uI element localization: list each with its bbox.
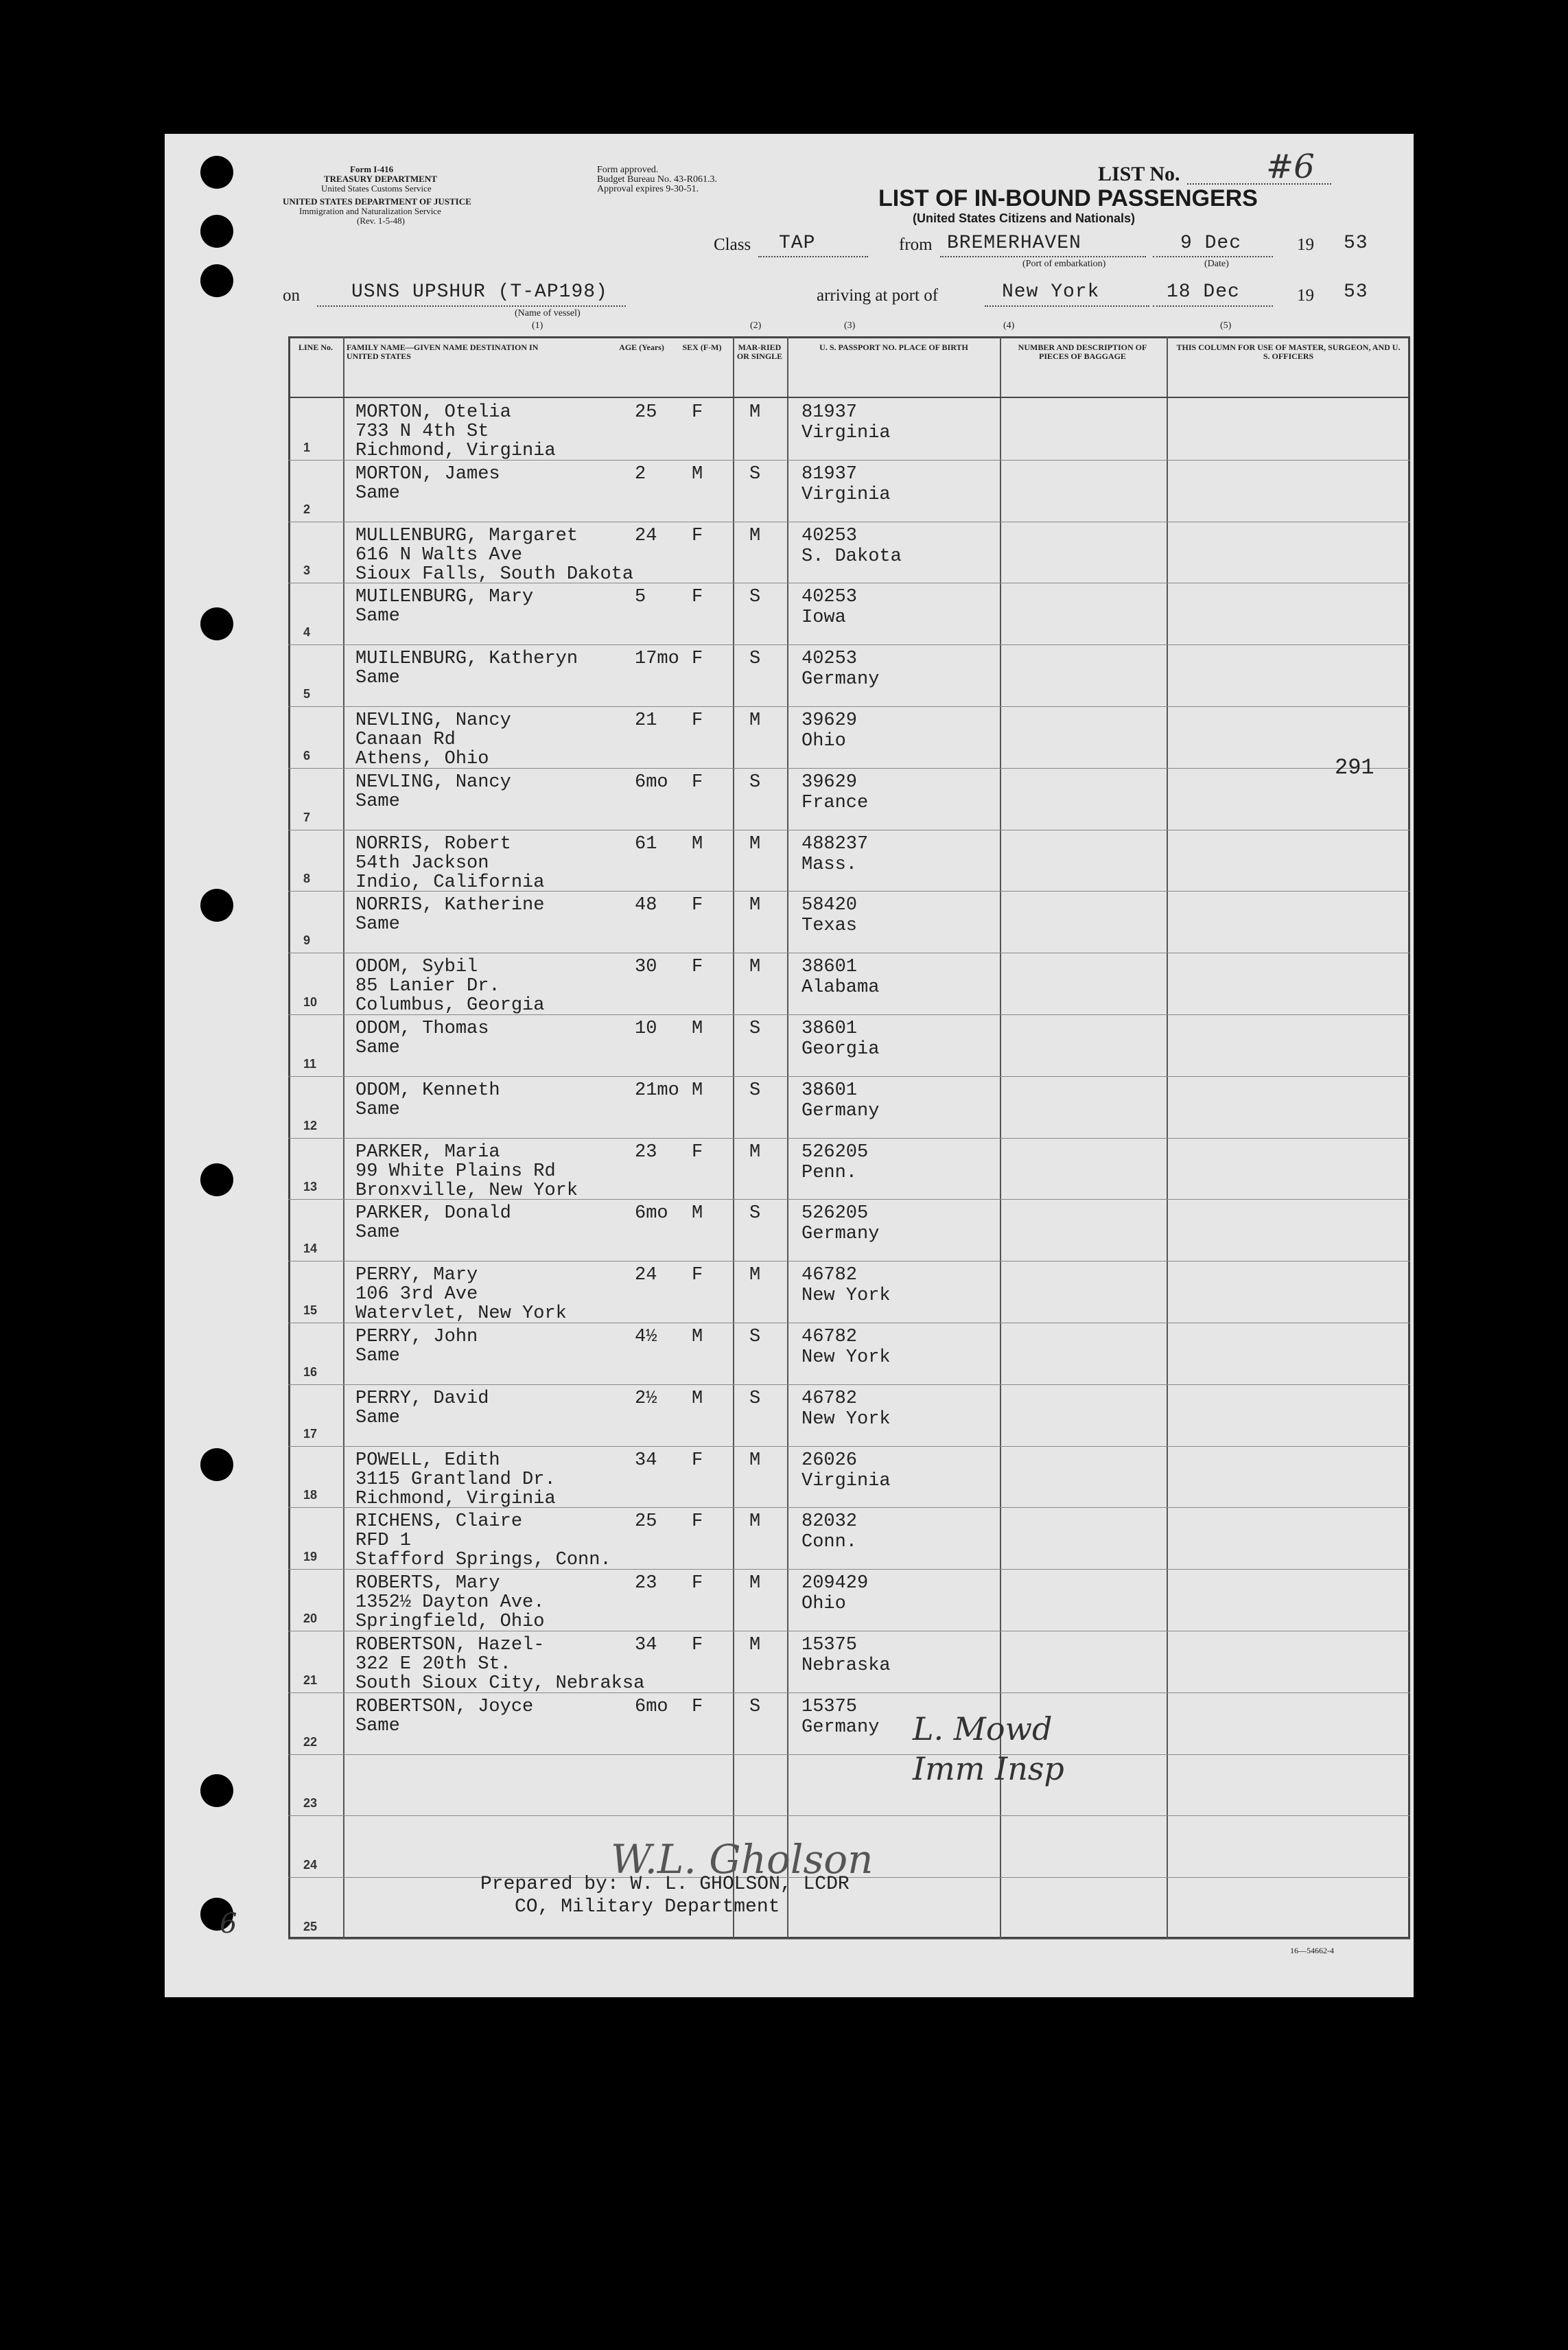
embark-line bbox=[940, 256, 1146, 257]
class-value: TAP bbox=[779, 233, 816, 254]
line-number: 16 bbox=[303, 1364, 318, 1379]
passenger-age: 34 bbox=[635, 1635, 657, 1655]
passport-number: 46782 bbox=[801, 1265, 858, 1286]
passenger-sex: F bbox=[692, 402, 703, 423]
line-number: 3 bbox=[303, 563, 311, 578]
marital-status: M bbox=[749, 402, 761, 423]
passenger-address: Same bbox=[355, 914, 400, 935]
passenger-address: RFD 1 bbox=[355, 1531, 412, 1552]
passenger-age: 6mo bbox=[635, 1696, 668, 1717]
from-label: from bbox=[899, 235, 933, 254]
passenger-name: ROBERTSON, Hazel- bbox=[355, 1635, 545, 1655]
marital-status: S bbox=[749, 1203, 761, 1224]
col-officers: THIS COLUMN FOR USE OF MASTER, SURGEON, AND U. S. OFFICERS bbox=[1176, 342, 1401, 361]
vessel-caption: (Name of vessel) bbox=[515, 308, 581, 318]
line-number: 17 bbox=[303, 1426, 318, 1441]
row-divider bbox=[288, 1446, 1410, 1447]
line-number: 10 bbox=[303, 995, 318, 1009]
marital-status: M bbox=[749, 1450, 761, 1471]
passenger-name: MULLENBURG, Margaret bbox=[355, 525, 578, 546]
passenger-destination: Columbus, Georgia bbox=[355, 995, 545, 1016]
prepared-dept: CO, Military Department bbox=[515, 1896, 780, 1918]
justice-dept: UNITED STATES DEPARTMENT OF JUSTICE bbox=[283, 196, 471, 207]
arrival-year-prefix: 19 bbox=[1297, 286, 1314, 305]
birth-place: Conn. bbox=[801, 1532, 858, 1553]
col-number-1: (1) bbox=[532, 321, 543, 331]
birth-place: Penn. bbox=[801, 1162, 858, 1183]
marital-status: M bbox=[749, 1573, 761, 1594]
manifest-page bbox=[165, 134, 1414, 1997]
passport-number: 40253 bbox=[801, 525, 858, 546]
passenger-name: MORTON, James bbox=[355, 463, 500, 485]
on-label: on bbox=[283, 286, 300, 305]
passenger-sex: F bbox=[692, 895, 703, 916]
departure-year-prefix: 19 bbox=[1297, 235, 1314, 254]
birth-place: Virginia bbox=[801, 423, 891, 443]
passenger-address: Same bbox=[355, 606, 400, 627]
officer-note: 291 bbox=[1335, 755, 1374, 780]
passenger-age: 6mo bbox=[635, 1203, 668, 1224]
passenger-name: NORRIS, Robert bbox=[355, 833, 511, 854]
marital-status: M bbox=[749, 1511, 761, 1533]
line-number: 24 bbox=[303, 1858, 318, 1872]
line-number: 4 bbox=[303, 625, 311, 640]
birth-place: Georgia bbox=[801, 1039, 880, 1060]
passenger-sex: M bbox=[692, 463, 703, 485]
birth-place: Mass. bbox=[801, 854, 858, 875]
passenger-age: 25 bbox=[635, 1511, 657, 1533]
passenger-name: ROBERTSON, Joyce bbox=[355, 1696, 534, 1717]
passenger-destination: Stafford Springs, Conn. bbox=[355, 1550, 611, 1571]
passenger-age: 21 bbox=[635, 710, 657, 731]
passenger-destination: Richmond, Virginia bbox=[355, 441, 556, 461]
line-number: 20 bbox=[303, 1612, 318, 1625]
passenger-name: PARKER, Maria bbox=[355, 1141, 500, 1163]
passenger-age: 61 bbox=[635, 833, 657, 854]
passenger-sex: F bbox=[692, 1265, 703, 1286]
passenger-age: 23 bbox=[635, 1573, 657, 1594]
passport-number: 81937 bbox=[801, 463, 858, 485]
passenger-address: Same bbox=[355, 668, 400, 689]
birth-place: Germany bbox=[801, 1100, 880, 1121]
passenger-address: 54th Jackson bbox=[355, 852, 489, 874]
arrival-year: 53 bbox=[1344, 281, 1368, 303]
marital-status: S bbox=[749, 1388, 761, 1409]
passenger-name: ODOM, Sybil bbox=[355, 957, 478, 978]
row-divider bbox=[288, 1076, 1410, 1077]
passport-number: 526205 bbox=[801, 1203, 869, 1224]
passport-number: 46782 bbox=[801, 1327, 858, 1347]
line-number: 13 bbox=[303, 1180, 318, 1194]
line-number: 23 bbox=[303, 1796, 318, 1811]
passport-number: 38601 bbox=[801, 957, 858, 978]
line-number: 8 bbox=[303, 872, 311, 886]
birth-place: France bbox=[801, 792, 869, 813]
margin-mark: 6 bbox=[220, 1908, 237, 1940]
passenger-age: 2½ bbox=[635, 1388, 657, 1409]
passenger-sex: F bbox=[692, 1635, 703, 1655]
passenger-age: 25 bbox=[635, 402, 657, 423]
passenger-sex: F bbox=[692, 1450, 703, 1471]
punch-hole bbox=[200, 607, 233, 640]
passport-number: 15375 bbox=[801, 1696, 858, 1717]
customs-service: United States Customs Service bbox=[321, 183, 432, 194]
passenger-name: NORRIS, Katherine bbox=[355, 895, 545, 916]
passenger-address: 733 N 4th St bbox=[355, 421, 489, 442]
line-number: 18 bbox=[303, 1488, 318, 1502]
birth-place: New York bbox=[801, 1285, 891, 1307]
marital-status: M bbox=[749, 1265, 761, 1286]
treasury-dept: TREASURY DEPARTMENT bbox=[324, 174, 437, 184]
punch-hole bbox=[200, 1774, 233, 1807]
arrival-port: New York bbox=[1002, 281, 1100, 303]
passenger-destination: Bronxville, New York bbox=[355, 1180, 578, 1201]
marital-status: S bbox=[749, 649, 761, 670]
birth-place: S. Dakota bbox=[801, 546, 902, 567]
list-no-line bbox=[1187, 183, 1331, 185]
punch-hole bbox=[200, 889, 233, 922]
passenger-name: MUILENBURG, Mary bbox=[355, 587, 534, 608]
passenger-destination: Springfield, Ohio bbox=[355, 1612, 545, 1633]
line-number: 14 bbox=[303, 1242, 318, 1256]
passenger-address: Same bbox=[355, 1715, 400, 1736]
passenger-name: MORTON, Otelia bbox=[355, 402, 511, 423]
departure-date-line bbox=[1153, 256, 1273, 257]
birth-place: Texas bbox=[801, 916, 858, 937]
passenger-name: ODOM, Kenneth bbox=[355, 1080, 500, 1101]
passenger-name: NEVLING, Nancy bbox=[355, 710, 511, 731]
punch-hole bbox=[200, 1448, 233, 1481]
col-number-2: (2) bbox=[750, 321, 762, 331]
passenger-sex: F bbox=[692, 525, 703, 546]
line-number: 15 bbox=[303, 1303, 318, 1317]
col-name: FAMILY NAME—GIVEN NAME DESTINATION IN UNITED STATES bbox=[347, 342, 539, 361]
birth-place: Germany bbox=[801, 669, 880, 690]
vessel-line bbox=[317, 305, 626, 307]
vessel-name: USNS UPSHUR (T-AP198) bbox=[351, 281, 608, 303]
line-number: 22 bbox=[303, 1734, 318, 1749]
arrival-date: 18 Dec bbox=[1167, 281, 1240, 303]
passenger-age: 4½ bbox=[635, 1327, 657, 1347]
approval-expires: Approval expires 9-30-51. bbox=[597, 184, 699, 194]
passport-number: 58420 bbox=[801, 895, 858, 916]
passport-number: 82032 bbox=[801, 1511, 858, 1533]
passenger-age: 48 bbox=[635, 895, 657, 916]
birth-place: Virginia bbox=[801, 1470, 891, 1491]
passport-number: 15375 bbox=[801, 1635, 858, 1655]
arrival-date-line bbox=[1153, 305, 1273, 307]
punch-hole bbox=[200, 215, 233, 248]
passenger-name: ODOM, Thomas bbox=[355, 1019, 489, 1039]
col-line-no: LINE No. bbox=[298, 342, 333, 352]
passenger-address: 85 Lanier Dr. bbox=[355, 976, 500, 997]
passenger-age: 5 bbox=[635, 587, 646, 608]
line-number: 11 bbox=[303, 1056, 317, 1071]
birth-place: Virginia bbox=[801, 484, 891, 505]
passenger-address: 99 White Plains Rd bbox=[355, 1161, 556, 1182]
passenger-age: 30 bbox=[635, 957, 657, 978]
col-married: MAR-RIED OR SINGLE bbox=[736, 342, 783, 361]
departure-date: 9 Dec bbox=[1180, 233, 1242, 254]
row-divider bbox=[288, 1815, 1410, 1816]
passenger-destination: Indio, California bbox=[355, 872, 545, 893]
line-number: 9 bbox=[303, 933, 311, 948]
marital-status: M bbox=[749, 1141, 761, 1163]
passenger-name: POWELL, Edith bbox=[355, 1450, 500, 1471]
passenger-sex: F bbox=[692, 957, 703, 978]
passenger-address: 322 E 20th St. bbox=[355, 1654, 511, 1675]
row-divider bbox=[288, 1384, 1410, 1385]
col-number-5: (5) bbox=[1220, 321, 1232, 331]
passenger-sex: M bbox=[692, 833, 703, 854]
passenger-name: RICHENS, Claire bbox=[355, 1511, 523, 1533]
form-approved: Form approved. bbox=[597, 165, 659, 175]
punch-hole bbox=[200, 264, 233, 297]
marital-status: S bbox=[749, 771, 761, 793]
punch-hole bbox=[200, 1163, 233, 1196]
class-line bbox=[758, 256, 868, 257]
passenger-destination: South Sioux City, Nebraksa bbox=[355, 1673, 645, 1694]
passenger-sex: F bbox=[692, 1511, 703, 1533]
passenger-address: Same bbox=[355, 1099, 400, 1120]
marital-status: S bbox=[749, 1327, 761, 1347]
col-sex: SEX (F-M) bbox=[682, 342, 722, 352]
row-divider bbox=[288, 1939, 1410, 1940]
passport-number: 38601 bbox=[801, 1019, 858, 1039]
list-title: LIST OF IN-BOUND PASSENGERS bbox=[878, 185, 1258, 211]
row-divider bbox=[288, 644, 1410, 645]
marital-status: S bbox=[749, 1696, 761, 1717]
line-number: 19 bbox=[303, 1550, 318, 1564]
prepared-by: Prepared by: W. L. GHOLSON, LCDR bbox=[480, 1874, 850, 1895]
passenger-destination: Watervlet, New York bbox=[355, 1303, 567, 1325]
arrival-port-line bbox=[985, 305, 1149, 307]
passenger-address: 1352½ Dayton Ave. bbox=[355, 1592, 545, 1614]
row-divider bbox=[288, 1754, 1410, 1755]
passport-number: 488237 bbox=[801, 833, 869, 854]
line-number: 25 bbox=[303, 1920, 318, 1933]
passenger-age: 2 bbox=[635, 463, 646, 485]
gholson-signature: W.L. Gholson bbox=[611, 1836, 874, 1883]
marital-status: M bbox=[749, 833, 761, 854]
birth-place: Ohio bbox=[801, 1594, 846, 1615]
passenger-destination: Athens, Ohio bbox=[355, 749, 489, 769]
passenger-sex: F bbox=[692, 1141, 703, 1163]
line-number: 1 bbox=[303, 440, 311, 454]
marital-status: M bbox=[749, 525, 761, 546]
passport-number: 46782 bbox=[801, 1388, 858, 1409]
passenger-sex: M bbox=[692, 1019, 703, 1039]
list-no-label: LIST No. bbox=[1098, 163, 1180, 185]
marital-status: M bbox=[749, 710, 761, 731]
marital-status: M bbox=[749, 1635, 761, 1655]
marital-status: M bbox=[749, 895, 761, 916]
passenger-address: 616 N Walts Ave bbox=[355, 544, 523, 566]
passenger-sex: F bbox=[692, 710, 703, 731]
immigration-service: Immigration and Naturalization Service bbox=[299, 206, 441, 216]
col-age: AGE (Years) bbox=[619, 342, 664, 352]
birth-place: New York bbox=[801, 1347, 891, 1368]
embark-port: BREMERHAVEN bbox=[947, 233, 1081, 254]
passenger-sex: M bbox=[692, 1327, 703, 1347]
inspector-signature: L. Mowd Imm Insp bbox=[913, 1710, 1064, 1787]
line-number: 7 bbox=[303, 810, 311, 824]
class-label: Class bbox=[714, 235, 751, 254]
passenger-sex: M bbox=[692, 1080, 703, 1101]
passenger-destination: Sioux Falls, South Dakota bbox=[355, 563, 634, 585]
passenger-age: 6mo bbox=[635, 771, 668, 793]
passenger-name: PERRY, John bbox=[355, 1327, 478, 1347]
passenger-sex: F bbox=[692, 649, 703, 670]
passenger-sex: F bbox=[692, 1573, 703, 1594]
form-number: Form I-416 bbox=[350, 164, 394, 174]
passenger-sex: M bbox=[692, 1388, 703, 1409]
passenger-age: 23 bbox=[635, 1141, 657, 1163]
passenger-address: Same bbox=[355, 791, 400, 812]
passenger-name: ROBERTS, Mary bbox=[355, 1573, 500, 1594]
passenger-name: PERRY, David bbox=[355, 1388, 489, 1409]
birth-place: Germany bbox=[801, 1717, 880, 1738]
passenger-age: 10 bbox=[635, 1019, 657, 1039]
passenger-sex: F bbox=[692, 771, 703, 793]
passport-number: 38601 bbox=[801, 1080, 858, 1101]
line-number: 21 bbox=[303, 1673, 318, 1687]
birth-place: Germany bbox=[801, 1224, 880, 1245]
passenger-address: 106 3rd Ave bbox=[355, 1284, 478, 1305]
birth-place: Alabama bbox=[801, 977, 880, 999]
passenger-table bbox=[288, 336, 1410, 1939]
col-number-4: (4) bbox=[1003, 321, 1015, 331]
marital-status: S bbox=[749, 1080, 761, 1101]
passport-number: 40253 bbox=[801, 649, 858, 670]
print-code: 16—54662-4 bbox=[1290, 1946, 1334, 1955]
passenger-name: PARKER, Donald bbox=[355, 1203, 511, 1224]
line-number: 12 bbox=[303, 1118, 318, 1132]
col-baggage: NUMBER AND DESCRIPTION OF PIECES OF BAGGAGE bbox=[1018, 342, 1147, 361]
passenger-name: PERRY, Mary bbox=[355, 1265, 478, 1286]
departure-year: 53 bbox=[1344, 233, 1368, 254]
passenger-name: MUILENBURG, Katheryn bbox=[355, 649, 578, 670]
passport-number: 209429 bbox=[801, 1573, 869, 1594]
header-divider bbox=[288, 397, 1410, 398]
passport-number: 26026 bbox=[801, 1450, 858, 1471]
passenger-age: 34 bbox=[635, 1450, 657, 1471]
row-divider bbox=[288, 1138, 1410, 1139]
passport-number: 39629 bbox=[801, 771, 858, 793]
line-number: 6 bbox=[303, 748, 311, 763]
passenger-sex: F bbox=[692, 1696, 703, 1717]
date-caption: (Date) bbox=[1204, 259, 1229, 269]
passenger-age: 21mo bbox=[635, 1080, 679, 1101]
list-no-value: #6 bbox=[1266, 148, 1315, 186]
punch-hole bbox=[200, 156, 233, 189]
passenger-address: Same bbox=[355, 1346, 400, 1366]
passport-number: 40253 bbox=[801, 587, 858, 608]
birth-place: Nebraska bbox=[801, 1655, 891, 1676]
marital-status: M bbox=[749, 957, 761, 978]
passenger-address: Same bbox=[355, 1038, 400, 1058]
passport-number: 39629 bbox=[801, 710, 858, 731]
passenger-sex: M bbox=[692, 1203, 703, 1224]
line-number: 2 bbox=[303, 502, 311, 516]
col-number-3: (3) bbox=[844, 321, 856, 331]
birth-place: Ohio bbox=[801, 731, 846, 752]
arriving-label: arriving at port of bbox=[817, 286, 939, 305]
marital-status: S bbox=[749, 1019, 761, 1039]
passenger-age: 24 bbox=[635, 1265, 657, 1286]
list-subtitle: (United States Citizens and Nationals) bbox=[913, 211, 1136, 225]
birth-place: Iowa bbox=[801, 607, 846, 629]
passport-number: 526205 bbox=[801, 1141, 869, 1163]
passenger-destination: Richmond, Virginia bbox=[355, 1488, 556, 1509]
passenger-address: Same bbox=[355, 482, 400, 504]
line-number: 5 bbox=[303, 687, 311, 701]
row-divider bbox=[288, 706, 1410, 707]
revision: (Rev. 1-5-48) bbox=[357, 216, 405, 226]
marital-status: S bbox=[749, 587, 761, 608]
passenger-age: 24 bbox=[635, 525, 657, 546]
passenger-age: 17mo bbox=[635, 649, 679, 670]
passenger-sex: F bbox=[692, 587, 703, 608]
col-passport: U. S. PASSPORT NO. PLACE OF BIRTH bbox=[819, 342, 968, 352]
passenger-address: Canaan Rd bbox=[355, 730, 456, 750]
passenger-address: 3115 Grantland Dr. bbox=[355, 1469, 556, 1490]
passenger-name: NEVLING, Nancy bbox=[355, 771, 511, 793]
marital-status: S bbox=[749, 463, 761, 485]
birth-place: New York bbox=[801, 1408, 891, 1430]
passenger-address: Same bbox=[355, 1222, 400, 1244]
budget-bureau: Budget Bureau No. 43-R061.3. bbox=[597, 174, 717, 185]
passenger-address: Same bbox=[355, 1407, 400, 1428]
passport-number: 81937 bbox=[801, 402, 858, 423]
embark-caption: (Port of embarkation) bbox=[1022, 259, 1106, 269]
